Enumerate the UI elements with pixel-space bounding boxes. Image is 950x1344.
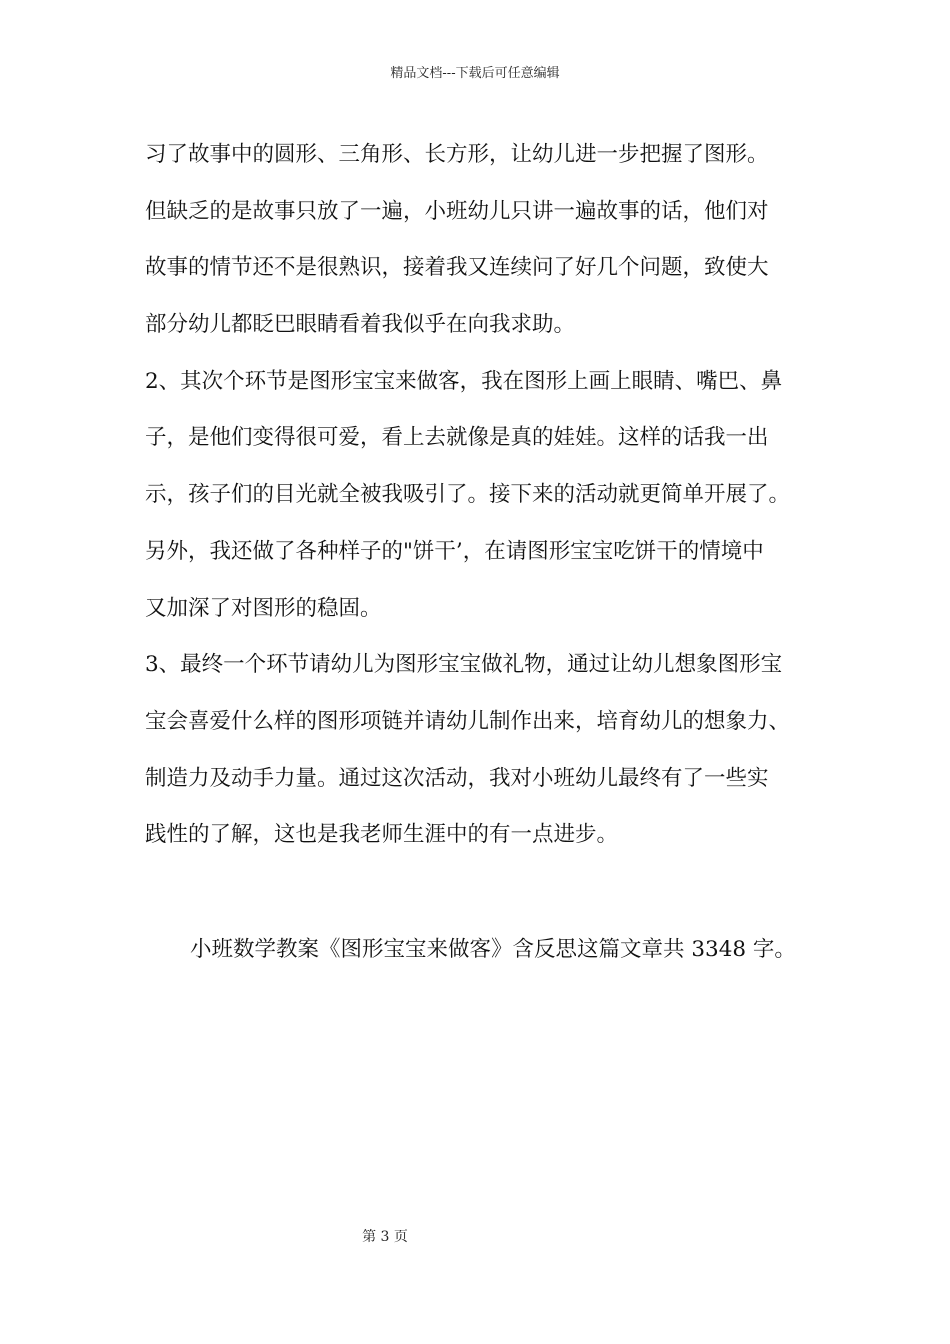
- page-header: 精品文档---下载后可任意编辑: [390, 66, 560, 81]
- body-line: 制造力及动手力量。通过这次活动，我对小班幼儿最终有了一些实: [145, 765, 769, 791]
- article-summary: 小班数学教案《图形宝宝来做客》含反思这篇文章共 3348 字。: [190, 937, 796, 962]
- body-line: 3、最终一个环节请幼儿为图形宝宝做礼物，通过让幼儿想象图形宝: [145, 652, 783, 678]
- body-line: 宝会喜爱什么样的图形项链并请幼儿制作出来，培育幼儿的想象力、: [145, 708, 791, 734]
- body-line: 但缺乏的是故事只放了一遍，小班幼儿只讲一遍故事的话，他们对: [145, 198, 769, 224]
- body-line: 另外，我还做了各种样子的"饼干’，在请图形宝宝吃饼干的情境中: [145, 538, 764, 564]
- body-line: 故事的情节还不是很熟识，接着我又连续问了好几个问题，致使大: [145, 255, 769, 281]
- body-line: 子，是他们变得很可爱，看上去就像是真的娃娃。这样的话我一出: [145, 425, 769, 451]
- body-line: 部分幼儿都眨巴眼睛看着我似乎在向我求助。: [145, 312, 576, 338]
- body-line: 习了故事中的圆形、三角形、长方形，让幼儿进一步把握了图形。: [145, 142, 769, 167]
- body-line: 示，孩子们的目光就全被我吸引了。接下来的活动就更简单开展了。: [145, 482, 791, 508]
- document-body: [145, 133, 835, 870]
- page-number: 第 3 页: [362, 1229, 408, 1245]
- body-line: 2、其次个环节是图形宝宝来做客，我在图形上画上眼睛、嘴巴、鼻: [145, 368, 783, 394]
- body-line: 又加深了对图形的稳固。: [145, 595, 382, 621]
- body-line: 践性的了解，这也是我老师生涯中的有一点进步。: [145, 822, 619, 848]
